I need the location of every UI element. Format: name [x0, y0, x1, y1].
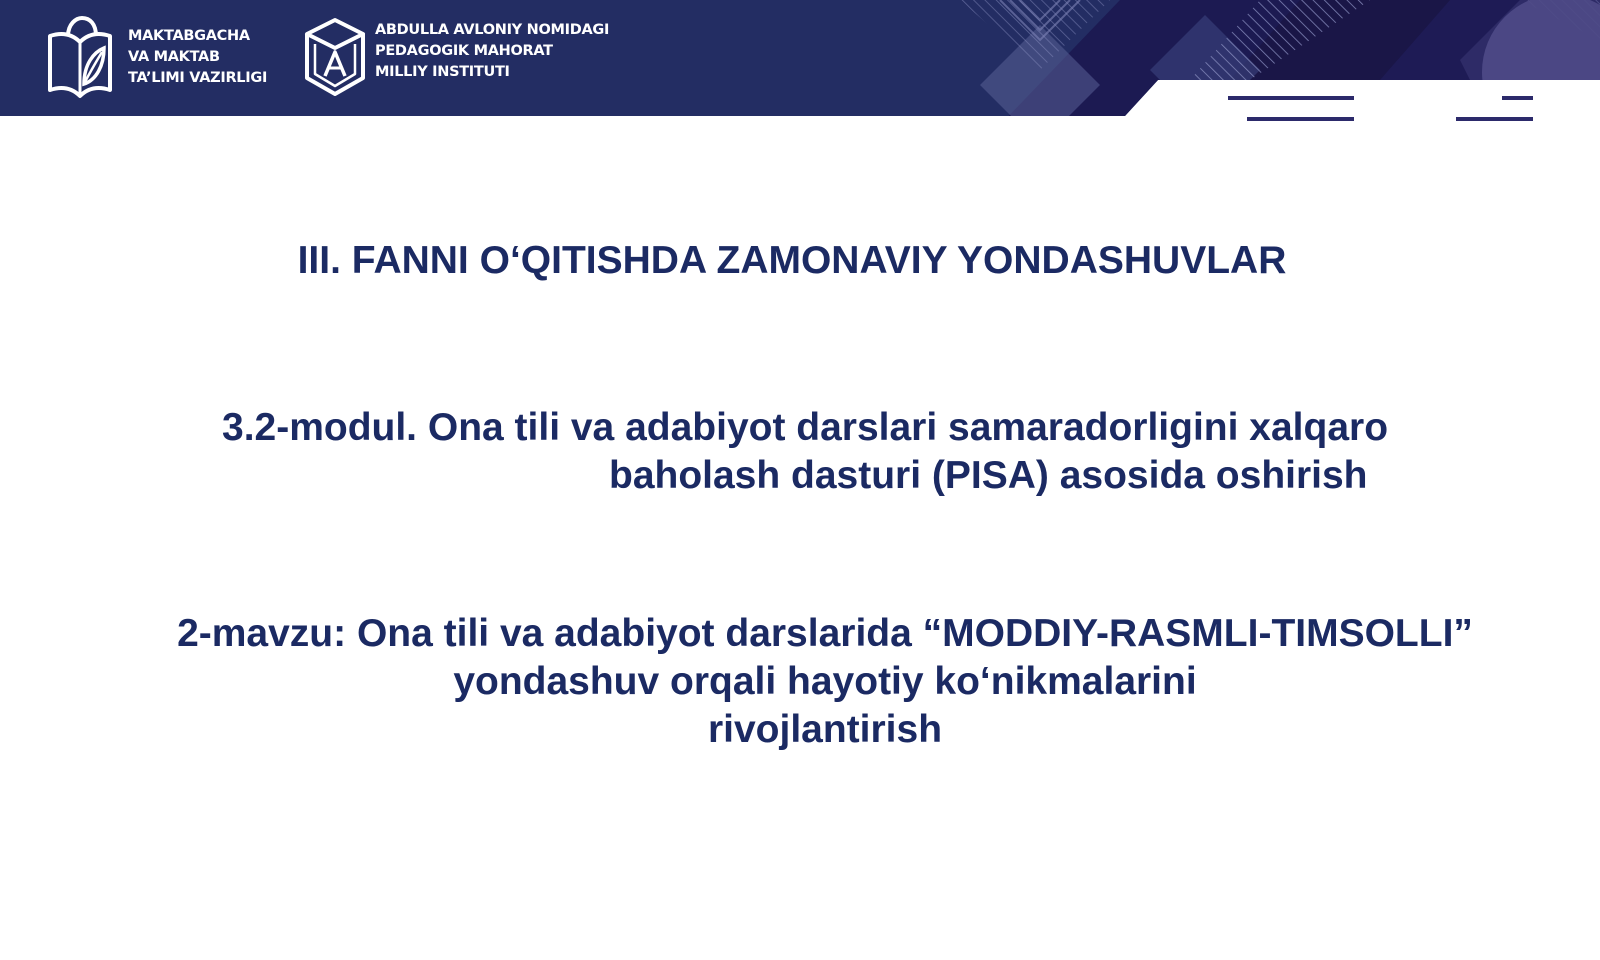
ministry-logo — [46, 14, 267, 100]
module-title-line1: 3.2-modul. Ona tili va adabiyot darslari samaradorligini xalqaro — [222, 406, 1389, 449]
ministry-name-line3: TA’LIMI VAZIRLIGI — [128, 69, 268, 86]
institute-name-line2: PEDAGOGIK MAHORAT — [375, 42, 553, 59]
institute-logo — [303, 14, 609, 100]
topic-title-line1: 2-mavzu: Ona tili va adabiyot darslarida “MODDIY-RASMLI-TIMSOLLI” — [177, 612, 1473, 655]
book-leaf-icon — [46, 14, 114, 100]
module-title-line2: baholash dasturi (PISA) asosida oshirish — [609, 454, 1368, 497]
hexagon-a-icon — [303, 14, 367, 100]
topic-title — [0, 610, 1600, 754]
topic-title-line2: yondashuv orqali hayotiy ko‘nikmalarini — [453, 660, 1197, 703]
ministry-name — [128, 26, 267, 89]
ministry-name-line2: VA MAKTAB — [128, 48, 220, 65]
section-title: III. FANNI O‘QITISHDA ZAMONAVIY YONDASHUVLAR — [297, 239, 1287, 282]
topic-title-line3: rivojlantirish — [707, 708, 943, 751]
ministry-name-line1: MAKTABGACHA — [128, 27, 250, 44]
institute-name-line1: ABDULLA AVLONIY NOMIDAGI — [375, 21, 610, 38]
institute-name-line3: MILLIY INSTITUTI — [375, 63, 510, 80]
header-band — [0, 0, 1600, 116]
institute-name — [375, 20, 609, 83]
